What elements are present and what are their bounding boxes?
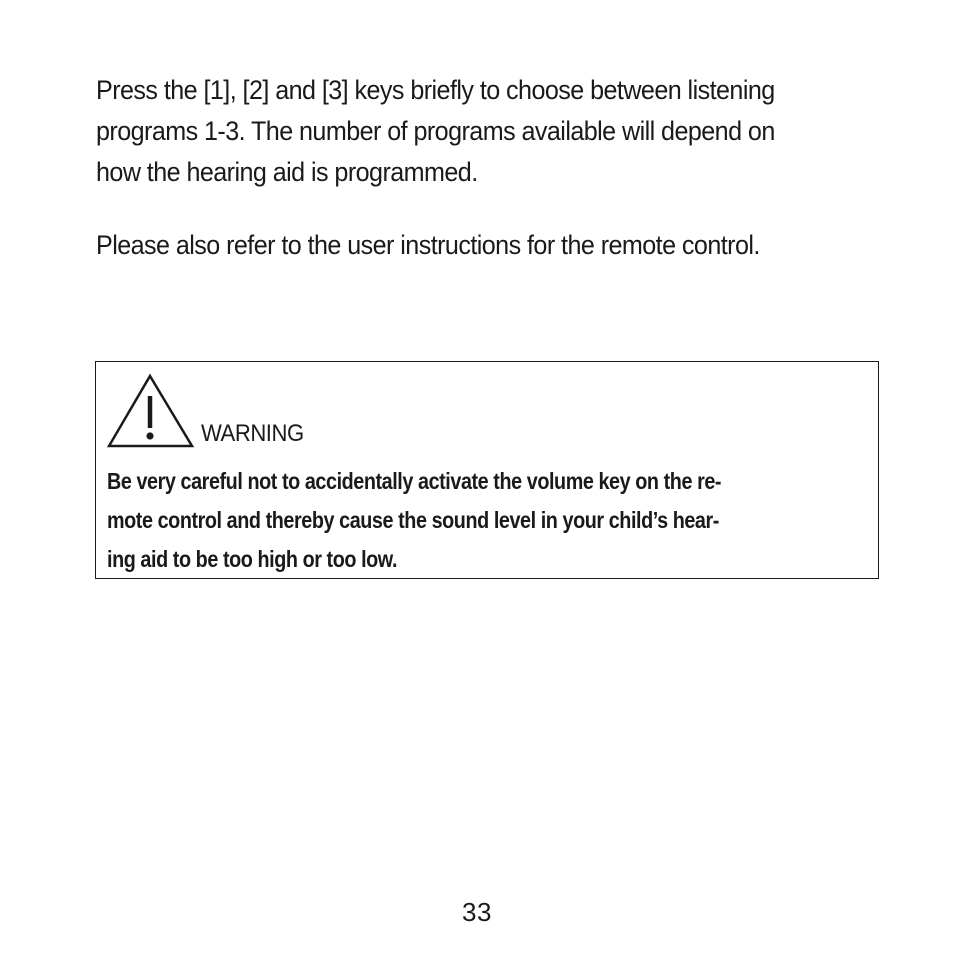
page-number: 33 [462, 897, 492, 927]
paragraph-line: Please also refer to the user instructions for the remote control. [96, 230, 760, 260]
warning-text [107, 462, 721, 579]
warning-triangle-icon [107, 373, 195, 449]
paragraph-line: programs 1-3. The number of programs available will depend on [96, 116, 775, 146]
warning-line: Be very careful not to accidentally activate the volume key on the re- [107, 468, 722, 494]
warning-title: WARNING [201, 420, 304, 447]
warning-box [95, 361, 879, 579]
paragraph-line: Press the [1], [2] and [3] keys briefly to choose between listening [96, 75, 775, 105]
body-paragraph-remote-control [96, 225, 840, 266]
warning-line: mote control and thereby cause the sound level in your child’s hear- [107, 507, 719, 533]
body-paragraph-program-keys [96, 70, 840, 193]
paragraph-line: how the hearing aid is programmed. [96, 157, 478, 187]
warning-line: ing aid to be too high or too low. [107, 546, 398, 572]
